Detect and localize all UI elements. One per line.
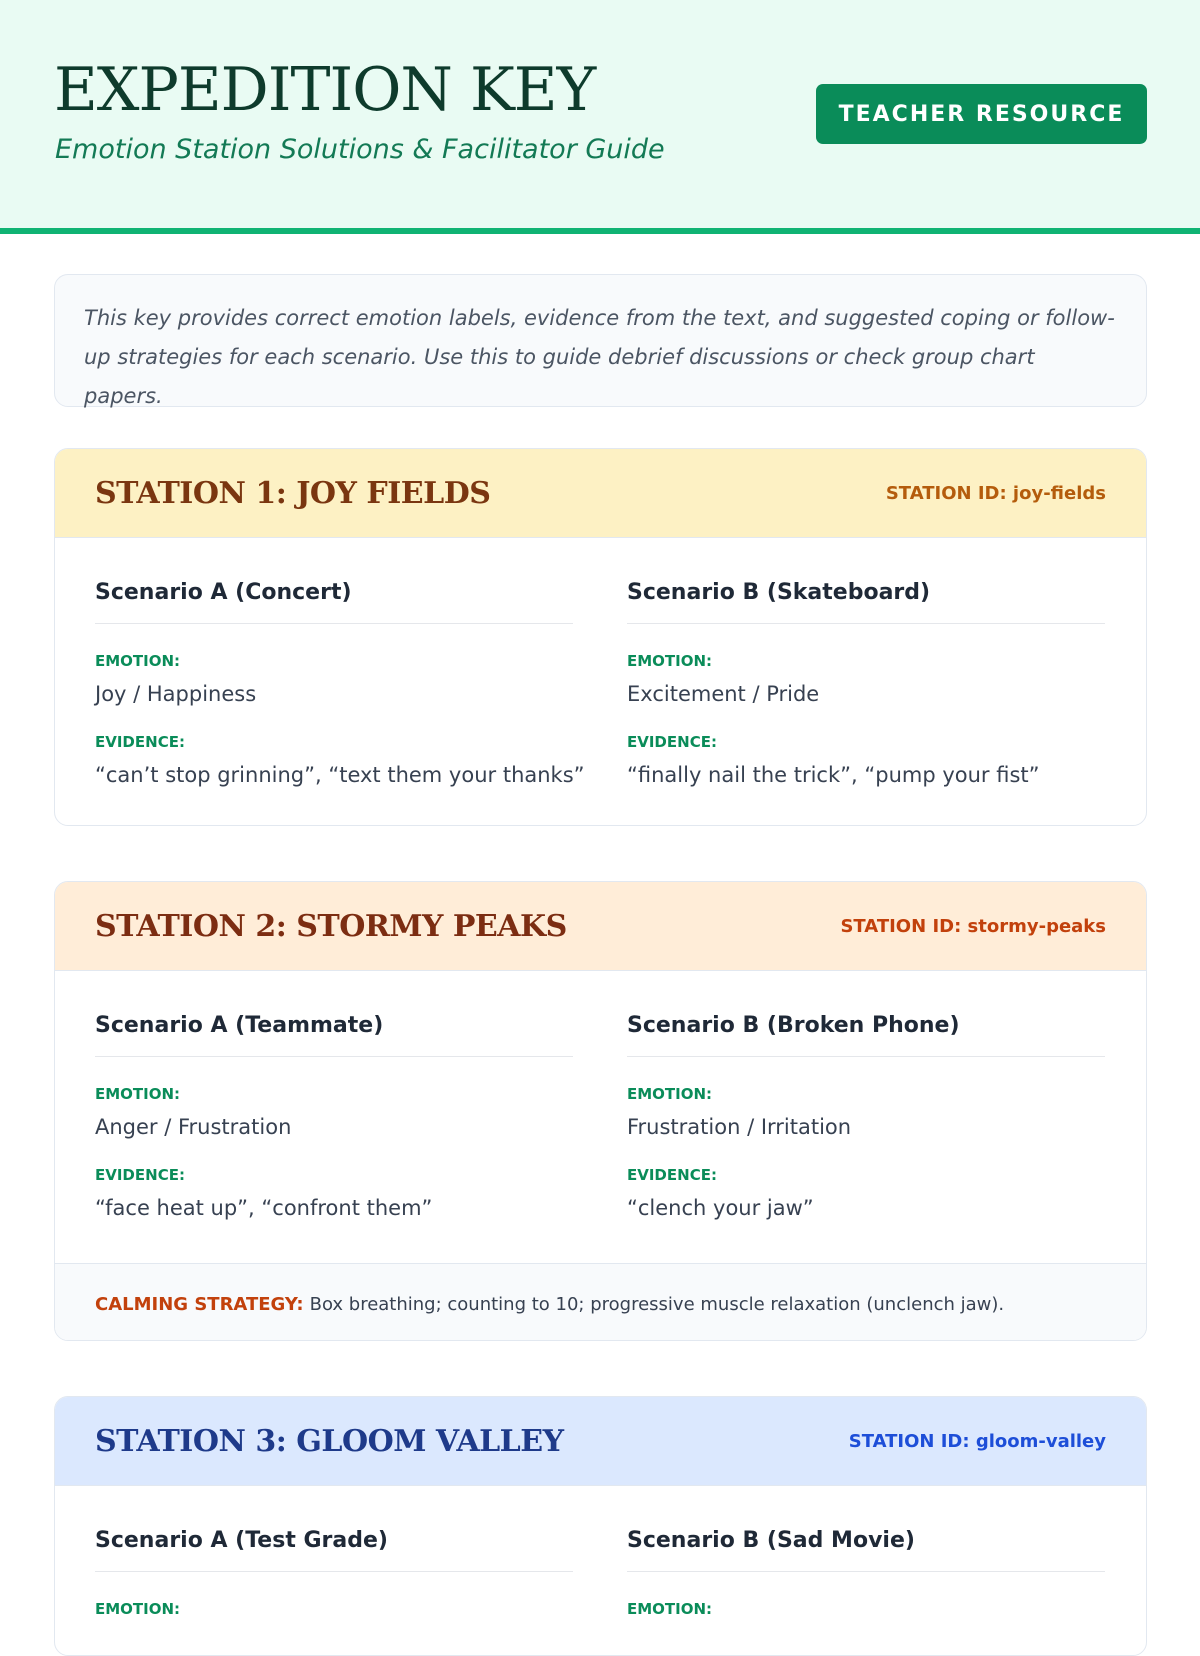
station-id: STATION ID: joy-fields: [885, 482, 1106, 504]
emotion-value: Anger / Frustration: [95, 1115, 292, 1139]
evidence-label: EVIDENCE:: [95, 1166, 185, 1184]
scenario-card: [95, 1526, 573, 1618]
evidence-value: “face heat up”, “confront them”: [95, 1196, 433, 1220]
station-title: STATION 3: GLOOM VALLEY: [95, 1423, 564, 1459]
emotion-label: EMOTION:: [95, 652, 181, 670]
calming-strategy: [55, 1263, 1146, 1341]
emotion-value: Excitement / Pride: [627, 682, 820, 706]
scenario-grid: [55, 971, 1146, 1223]
page-title: EXPEDITION KEY: [54, 55, 596, 125]
strategy-label: CALMING STRATEGY:: [95, 1293, 304, 1315]
scenario-title: Scenario B (Broken Phone): [627, 1011, 1105, 1057]
station-card-gloom-valley: [54, 1396, 1147, 1656]
scenario-title: Scenario A (Test Grade): [95, 1526, 573, 1572]
evidence-value: “can’t stop grinning”, “text them your thanks”: [95, 763, 585, 787]
evidence-label: EVIDENCE:: [627, 1166, 717, 1184]
station-card-joy-fields: [54, 448, 1147, 826]
scenario-card: [627, 1526, 1105, 1618]
station-header: [55, 449, 1146, 538]
station-id: STATION ID: stormy-peaks: [840, 915, 1106, 937]
emotion-label: EMOTION:: [95, 1085, 181, 1103]
emotion-label: EMOTION:: [627, 652, 713, 670]
scenario-title: Scenario B (Sad Movie): [627, 1526, 1105, 1572]
scenario-card: [627, 578, 1105, 790]
strategy-text: Box breathing; counting to 10; progressive muscle relaxation (unclench jaw).: [309, 1293, 1005, 1315]
scenario-title: Scenario A (Concert): [95, 578, 573, 624]
scenario-card: [95, 1011, 573, 1223]
evidence-value: “finally nail the trick”, “pump your fist”: [627, 763, 1040, 787]
teacher-resource-badge: TEACHER RESOURCE: [816, 84, 1147, 144]
evidence-label: EVIDENCE:: [627, 733, 717, 751]
scenario-title: Scenario A (Teammate): [95, 1011, 573, 1057]
evidence-label: EVIDENCE:: [95, 733, 185, 751]
station-card-stormy-peaks: [54, 881, 1147, 1341]
scenario-title: Scenario B (Skateboard): [627, 578, 1105, 624]
evidence-value: “clench your jaw”: [627, 1196, 814, 1220]
scenario-grid: [55, 1486, 1146, 1618]
page-subtitle: Emotion Station Solutions & Facilitator Guide: [55, 134, 665, 165]
station-title: STATION 1: JOY FIELDS: [95, 475, 491, 511]
station-id: STATION ID: gloom-valley: [848, 1430, 1106, 1452]
station-header: [55, 882, 1146, 971]
scenario-card: [627, 1011, 1105, 1223]
page-header: [0, 0, 1200, 234]
emotion-label: EMOTION:: [95, 1600, 181, 1618]
intro-note: This key provides correct emotion labels, evidence from the text, and suggested coping or follow-up strategies for each scenario. Use this to guide debrief discussions or check group chart papers.: [54, 274, 1147, 407]
station-title: STATION 2: STORMY PEAKS: [95, 908, 567, 944]
emotion-label: EMOTION:: [627, 1085, 713, 1103]
scenario-card: [95, 578, 585, 790]
scenario-grid: [55, 538, 1146, 790]
emotion-value: Frustration / Irritation: [627, 1115, 852, 1139]
station-header: [55, 1397, 1146, 1486]
emotion-value: Joy / Happiness: [95, 682, 257, 706]
emotion-label: EMOTION:: [627, 1600, 713, 1618]
